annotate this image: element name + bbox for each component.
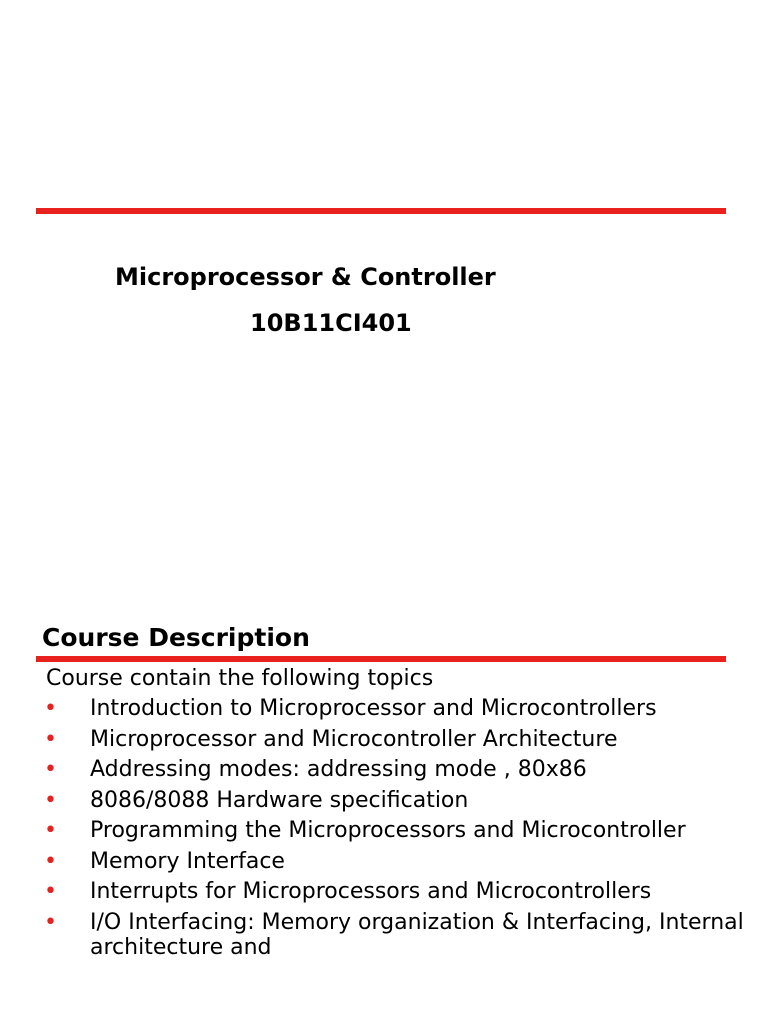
list-item <box>44 879 744 904</box>
topic-label: I/O Interfacing: Memory organization & Interfacing, Internal architecture and <box>90 909 744 960</box>
topic-label: Introduction to Microprocessor and Microcontrollers <box>90 696 657 721</box>
list-item <box>44 757 744 782</box>
topic-label: Memory Interface <box>90 848 285 874</box>
section-intro: Course contain the following topics <box>46 666 434 691</box>
list-item <box>44 788 744 813</box>
bullet-icon: • <box>44 879 57 904</box>
course-title: Microprocessor & Controller <box>115 263 496 291</box>
topic-label: 8086/8088 Hardware specification <box>90 787 469 813</box>
list-item <box>44 696 744 721</box>
bullet-icon: • <box>44 696 57 721</box>
title-divider-rule <box>36 208 726 214</box>
topic-label: Programming the Microprocessors and Microcontroller <box>90 818 686 843</box>
bullet-icon: • <box>44 757 57 782</box>
bullet-icon: • <box>44 726 57 752</box>
course-code: 10B11CI401 <box>250 309 412 337</box>
list-item <box>44 727 744 752</box>
list-item <box>44 849 744 874</box>
topic-list <box>44 696 744 965</box>
bullet-icon: • <box>44 848 57 874</box>
bullet-icon: • <box>44 909 57 935</box>
section-heading: Course Description <box>42 623 310 652</box>
topic-label: Addressing modes: addressing mode , 80x86 <box>90 757 587 782</box>
topic-label: Microprocessor and Microcontroller Architecture <box>90 726 618 752</box>
section-divider-rule <box>36 656 726 662</box>
topic-label: Interrupts for Microprocessors and Microcontrollers <box>90 879 652 904</box>
list-item <box>44 818 744 843</box>
bullet-icon: • <box>44 787 57 813</box>
bullet-icon: • <box>44 818 57 843</box>
list-item <box>44 910 744 960</box>
